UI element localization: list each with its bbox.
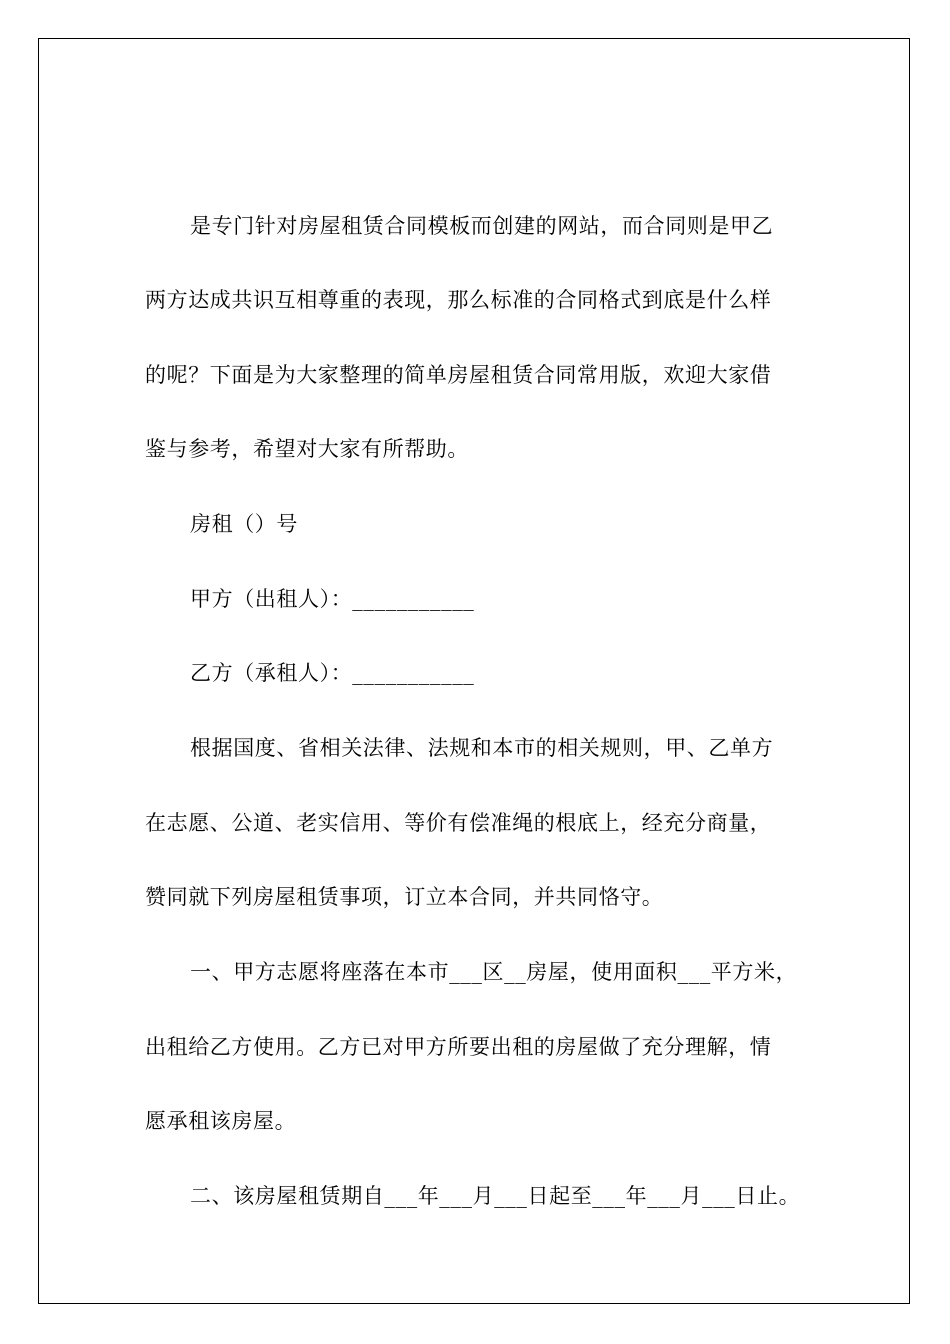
intro-line-1: 是专门针对房屋租赁合同模板而创建的网站，而合同则是甲乙 — [190, 214, 774, 238]
contract-number: 房租（）号 — [190, 512, 298, 536]
party-b-field: 乙方（承租人）：___________ — [190, 661, 475, 685]
intro-line-4: 鉴与参考，希望对大家有所帮助。 — [145, 437, 469, 461]
preamble-line-3: 赞同就下列房屋租赁事项，订立本合同，并共同恪守。 — [145, 885, 664, 909]
preamble-line-2: 在志愿、公道、老实信用、等价有偿准绳的根底上，经充分商量， — [145, 811, 772, 835]
clause-1-line-2: 出租给乙方使用。乙方已对甲方所要出租的房屋做了充分理解，情 — [145, 1035, 772, 1059]
clause-2-line-1: 二、该房屋租赁期自___年___月___日起至___年___月___日止。 — [190, 1184, 801, 1208]
clause-1-line-1: 一、甲方志愿将座落在本市___区__房屋，使用面积___平方米， — [190, 960, 798, 984]
clause-1-line-3: 愿承租该房屋。 — [145, 1109, 297, 1133]
intro-line-2: 两方达成共识互相尊重的表现，那么标准的合同格式到底是什么样 — [145, 288, 772, 312]
party-a-field: 甲方（出租人）：___________ — [190, 587, 475, 611]
preamble-line-1: 根据国度、省相关法律、法规和本市的相关规则，甲、乙单方 — [190, 736, 774, 760]
intro-line-3: 的呢？下面是为大家整理的简单房屋租赁合同常用版，欢迎大家借 — [145, 363, 772, 387]
